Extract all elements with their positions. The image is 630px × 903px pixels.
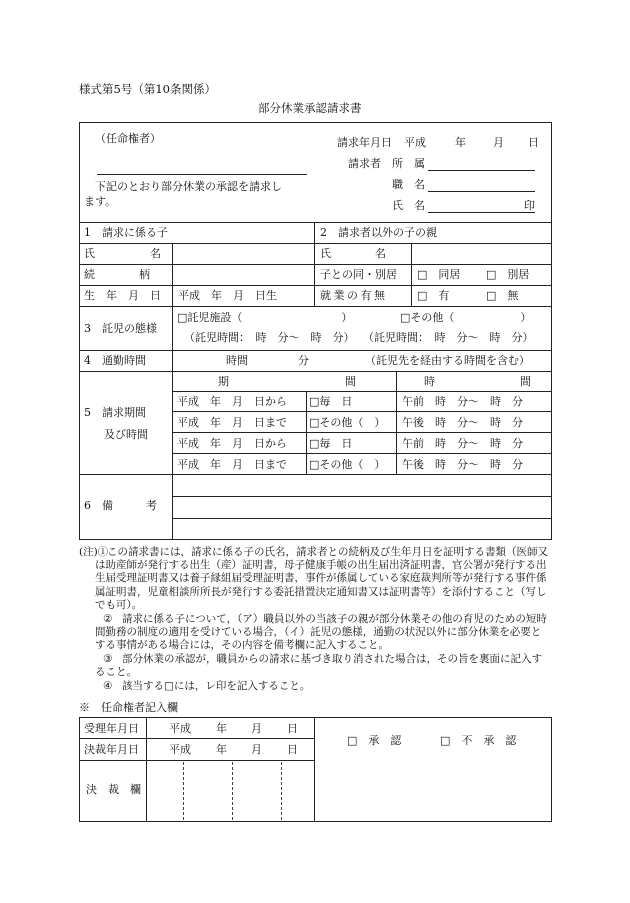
rule xyxy=(79,474,552,475)
commute-note: （託児先を経由する時間を含む） xyxy=(365,354,530,367)
dept-line xyxy=(428,170,535,171)
received-year: 年 xyxy=(216,722,227,735)
section3-title: 3 託児の態様 xyxy=(84,322,157,335)
pm-time: 午後 時 分～ 時 分 xyxy=(402,416,523,429)
rule xyxy=(314,222,315,306)
rule xyxy=(79,264,552,265)
daily-checkbox[interactable]: □毎 日 xyxy=(309,395,353,408)
employment-no-checkbox[interactable]: □ 無 xyxy=(486,289,519,302)
period-from: 平成 年 月 日から xyxy=(177,395,287,408)
employment-yes-checkbox[interactable]: □ 有 xyxy=(417,289,450,302)
request-date-month: 月 xyxy=(493,136,504,149)
child-birth-value: 平成 年 月 日生 xyxy=(178,289,277,302)
reject-checkbox[interactable]: □ 不 承 認 xyxy=(440,734,517,747)
section5-title-1: 5 請求期間 xyxy=(84,406,146,419)
request-date-label: 請求年月日 xyxy=(337,136,392,149)
dashed-rule xyxy=(281,762,282,820)
approve-checkbox[interactable]: □ 承 認 xyxy=(347,734,402,747)
section6-title: 6 備 考 xyxy=(84,499,157,512)
name-label: 氏 名 xyxy=(392,199,425,212)
position-line xyxy=(428,191,535,192)
received-month: 月 xyxy=(251,722,262,735)
cohabit-same-checkbox[interactable]: □ 同居 xyxy=(417,268,461,281)
parent-name-label: 氏 名 xyxy=(320,247,386,260)
requester-label: 請求者 xyxy=(348,157,381,170)
rule xyxy=(314,717,315,822)
note-3: 部分休業の承認が，職員からの請求に基づき取り消された場合は，その旨を裏面に記入すること。 xyxy=(95,653,542,679)
decided-month: 月 xyxy=(251,743,262,756)
other-checkbox[interactable]: □その他（ ） xyxy=(309,416,386,429)
form-number: 様式第5号（第10条関係） xyxy=(79,82,216,96)
rule xyxy=(79,760,314,761)
period-until: 平成 年 月 日まで xyxy=(177,458,287,471)
rule xyxy=(172,306,173,540)
request-date-era: 平成 xyxy=(404,136,426,149)
period-from: 平成 年 月 日から xyxy=(177,437,287,450)
other-care-checkbox[interactable]: □その他（ ） xyxy=(400,311,532,324)
rule xyxy=(79,306,552,307)
daily-checkbox[interactable]: □毎 日 xyxy=(309,437,353,450)
time-header-1: 時 xyxy=(424,375,435,388)
appointer-label: （任命権者） xyxy=(95,132,161,145)
received-era: 平成 xyxy=(169,722,191,735)
notes-prefix: (注)① xyxy=(79,546,109,558)
rule xyxy=(396,371,397,474)
rule xyxy=(172,453,552,454)
other-checkbox[interactable]: □その他（ ） xyxy=(309,458,386,471)
decided-date-label: 決裁年月日 xyxy=(84,743,139,756)
rule xyxy=(79,350,552,351)
facility-time: （託児時間： 時 分～ 時 分） xyxy=(184,331,355,344)
request-text-2: ます。 xyxy=(84,195,117,208)
appointer-box-title: ※ 任命権者記入欄 xyxy=(79,701,178,714)
request-date-day: 日 xyxy=(528,136,539,149)
child-relation-label: 続 柄 xyxy=(84,268,150,281)
am-time: 午前 時 分～ 時 分 xyxy=(402,395,523,408)
note-2-mark: ② xyxy=(103,613,113,625)
rule xyxy=(172,243,173,306)
cohabit-separate-checkbox[interactable]: □ 別居 xyxy=(486,268,530,281)
am-time: 午前 時 分～ 時 分 xyxy=(402,437,523,450)
position-label: 職 名 xyxy=(392,178,425,191)
section4-title: 4 通勤時間 xyxy=(84,354,146,367)
period-until: 平成 年 月 日まで xyxy=(177,416,287,429)
period-header-2: 間 xyxy=(345,375,356,388)
rule xyxy=(172,496,552,497)
note-3-mark: ③ xyxy=(103,653,113,665)
rule xyxy=(146,717,147,822)
note-2: 請求に係る子について，（ア）職員以外の当該子の親が部分休業その他の育児のための短時間勤務の制度の適用を受けている場合，（イ）託児の態様，通勤の状況以外に部分休業を必要とする事情がある場合には，その内容を備考欄に記入すること。 xyxy=(95,613,547,652)
dashed-rule xyxy=(232,762,233,820)
note-4: 該当する□には，レ印を記入すること。 xyxy=(122,680,311,692)
appointer-box xyxy=(79,717,552,822)
appointer-underline xyxy=(97,174,307,175)
child-birth-label: 生 年 月 日 xyxy=(84,289,161,302)
rule xyxy=(79,285,552,286)
period-header-1: 期 xyxy=(218,375,229,388)
pm-time: 午後 時 分～ 時 分 xyxy=(402,458,523,471)
name-line xyxy=(428,212,535,213)
dashed-rule xyxy=(183,762,184,820)
section1-title: 1 請求に係る子 xyxy=(84,226,168,239)
rule xyxy=(172,432,552,433)
decided-year: 年 xyxy=(216,743,227,756)
time-header-2: 間 xyxy=(520,375,531,388)
cohabit-label: 子との同・別居 xyxy=(320,268,397,281)
rule xyxy=(172,391,552,392)
child-name-label: 氏 名 xyxy=(84,247,161,260)
section2-title: 2 請求者以外の子の親 xyxy=(320,226,437,239)
dept-label: 所 属 xyxy=(392,157,425,170)
request-date-year: 年 xyxy=(455,136,466,149)
rule xyxy=(172,411,552,412)
received-day: 日 xyxy=(287,722,298,735)
other-care-time: （託児時間： 時 分～ 時 分） xyxy=(363,331,534,344)
received-date-label: 受理年月日 xyxy=(84,722,139,735)
seal-mark: 印 xyxy=(524,199,535,212)
rule xyxy=(172,518,552,519)
employment-label: 就業の有無 xyxy=(320,289,388,302)
note-1: この請求書には，請求に係る子の氏名，請求者との続柄及び生年月日を証明する書類（医師又は助産師が発行する出生（産）証明書，母子健康手帳の出生届出済証明書，官公署が発行する出生届受理証明書又は養子縁組届受理証明書，事件が係属している家庭裁判所等が発行する事件係属証明書，児童相談所所長が発行する委託措置決定通知書又は証明書等）を添付すること（写しでも可）。 xyxy=(95,546,548,611)
decided-era: 平成 xyxy=(169,743,191,756)
rule xyxy=(79,371,552,372)
rule xyxy=(79,243,552,244)
rule xyxy=(306,391,307,474)
section5-title-2: 及び時間 xyxy=(104,428,148,441)
page-title: 部分休業承認請求書 xyxy=(258,101,362,115)
commute-hours: 時間 xyxy=(226,354,248,367)
rule xyxy=(79,738,314,739)
rule xyxy=(79,222,552,223)
request-text-1: 下記のとおり部分休業の承認を請求し xyxy=(95,180,282,193)
decision-label: 決 裁 欄 xyxy=(86,783,141,796)
rule xyxy=(411,243,412,306)
facility-checkbox[interactable]: □託児施設（ ） xyxy=(177,311,353,324)
note-4-mark: ④ xyxy=(103,680,113,692)
commute-minutes: 分 xyxy=(298,354,309,367)
decided-day: 日 xyxy=(287,743,298,756)
